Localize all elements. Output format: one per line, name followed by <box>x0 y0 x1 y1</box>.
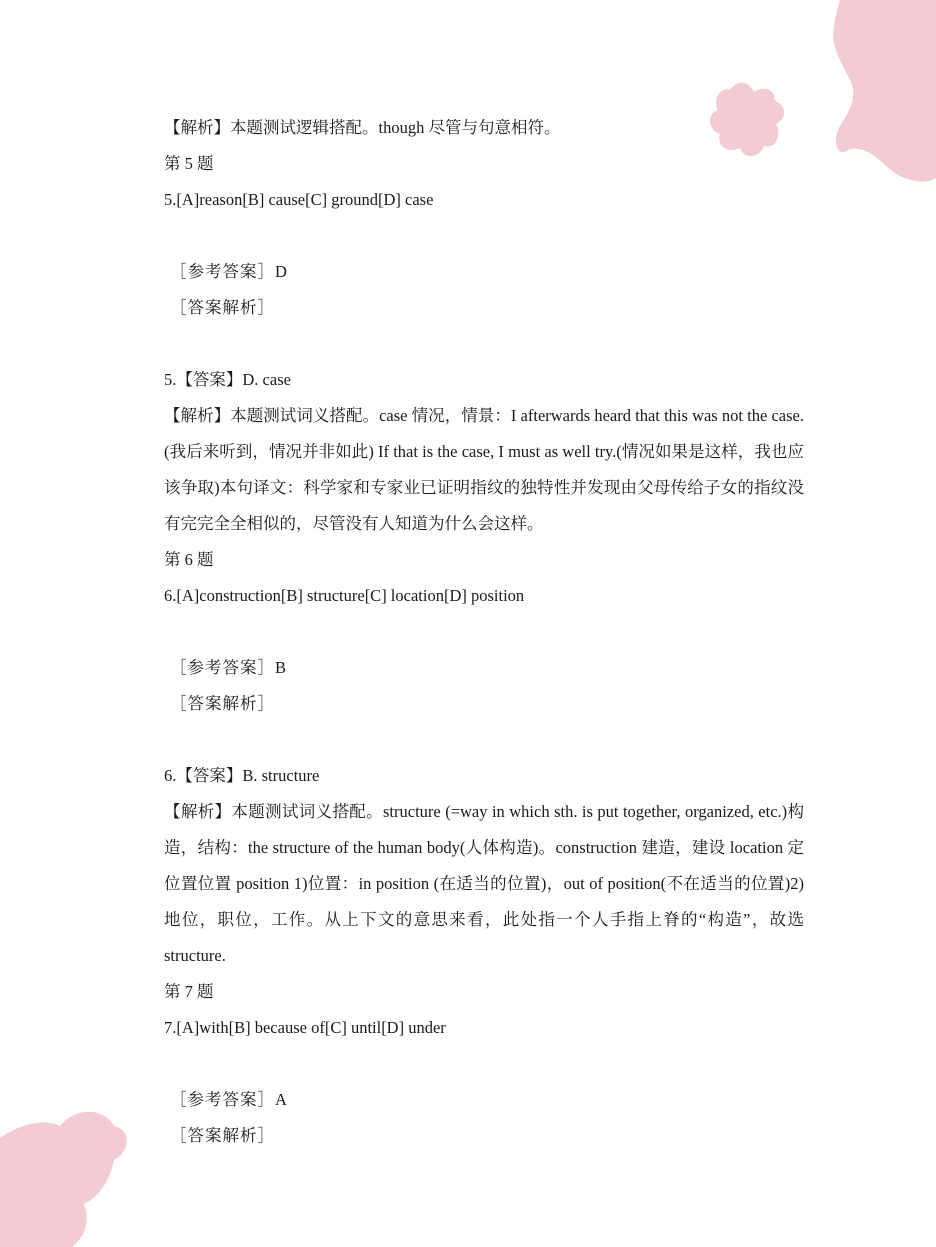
q5-analysis: 【解析】本题测试词义搭配。case 情况，情景：I afterwards heard that this was not the case. (我后来听到，情况并非如此) If that is the case, I must as well try.(情况如果是这样，我也应该争取)本句译文：科学家和专家业已证明指纹的独特性并发现由父母传给子女的指纹没有完完全全相似的，尽管没有人知道为什么会这样。 <box>164 406 804 533</box>
q7-options: 7.[A]with[B] because of[C] until[D] under <box>164 1018 446 1037</box>
q6-reference-answer: ［参考答案］B <box>170 658 288 677</box>
q5-title: 第 5 题 <box>164 154 214 173</box>
q7-reference-answer: ［参考答案］A <box>170 1090 288 1109</box>
q6-answer: 6.【答案】B. structure <box>164 766 320 785</box>
q7-title: 第 7 题 <box>164 982 214 1001</box>
q7-answer-analysis-label: ［答案解析］ <box>170 1126 275 1145</box>
q4-analysis: 【解析】本题测试逻辑搭配。though 尽管与句意相符。 <box>164 118 561 137</box>
q5-answer: 5.【答案】D. case <box>164 370 291 389</box>
q5-options: 5.[A]reason[B] cause[C] ground[D] case <box>164 190 434 209</box>
q5-answer-analysis-label: ［答案解析］ <box>170 298 275 317</box>
q6-analysis: 【解析】本题测试词义搭配。structure (=way in which sth. is put together, organized, etc.)构造，结构：the structure of the human body(人体构造)。construction 建造，建设 location 定位置位置 position 1)位置：in position (在适当的位置)，out of position(不在适当的位置)2)地位，职位，工作。从上下文的意思来看，此处指一个人手指上脊的“构造”，故选 structure. <box>164 802 804 965</box>
q6-options: 6.[A]construction[B] structure[C] location[D] position <box>164 586 525 605</box>
q6-answer-analysis-label: ［答案解析］ <box>170 694 275 713</box>
document-content <box>164 110 814 1154</box>
q6-title: 第 6 题 <box>164 550 214 569</box>
q5-reference-answer: ［参考答案］D <box>170 262 288 281</box>
